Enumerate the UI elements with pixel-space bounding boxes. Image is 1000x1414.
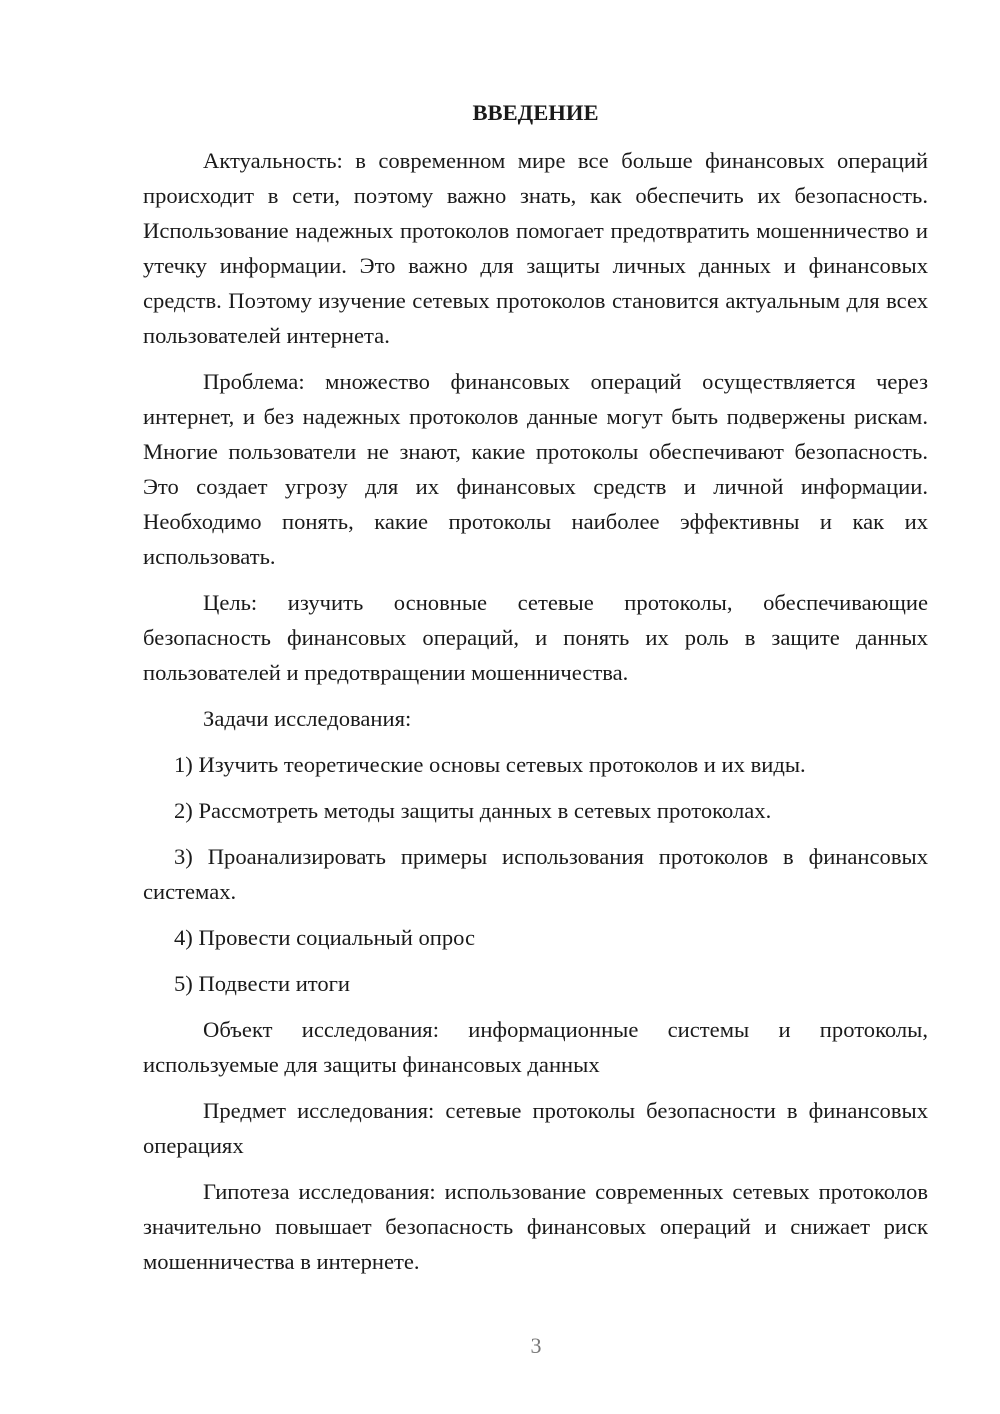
goal-paragraph: Цель: изучить основные сетевые протоколы, обеспечивающие безопасность финансовых операций, и понять их роль в защите данных пользователей и предотвращении мошенничества. (143, 590, 928, 685)
problem-paragraph: Проблема: множество финансовых операций осуществляется через интернет, и без надежных протоколов данные могут быть подвержены рискам. Многие пользователи не знают, какие протоколы обеспечивают безопасность. Это создает угрозу для их финансовых средств и личной информации. Необходимо понять, какие протоколы наиболее эффективны и как их использовать. (143, 369, 928, 569)
page-title: ВВЕДЕНИЕ (472, 100, 599, 125)
relevance-paragraph: Актуальность: в современном мире все больше финансовых операций происходит в сети, поэтому важно знать, как обеспечить их безопасность. Использование надежных протоколов помогает предотвратить мошенничество и утечку информации. Это важно для защиты личных данных и финансовых средств. Поэтому изучение сетевых протоколов становится актуальным для всех пользователей интернета. (143, 148, 928, 348)
task-item-3: 3) Проанализировать примеры использования протоколов в финансовых системах. (143, 844, 928, 904)
task-item-2: 2) Рассмотреть методы защиты данных в сетевых протоколах. (174, 798, 772, 823)
tasks-list (143, 747, 928, 1001)
task-item-1: 1) Изучить теоретические основы сетевых протоколов и их виды. (174, 752, 806, 777)
task-item-4: 4) Провести социальный опрос (174, 925, 476, 950)
subject-paragraph: Предмет исследования: сетевые протоколы безопасности в финансовых операциях (143, 1098, 928, 1158)
page-number: 3 (530, 1333, 542, 1358)
hypothesis-paragraph: Гипотеза исследования: использование современных сетевых протоколов значительно повышает безопасность финансовых операций и снижает риск мошенничества в интернете. (143, 1179, 928, 1274)
tasks-heading: Задачи исследования: (203, 706, 412, 731)
object-paragraph: Объект исследования: информационные системы и протоколы, используемые для защиты финансовых данных (143, 1017, 928, 1077)
task-item-5: 5) Подвести итоги (174, 971, 351, 996)
document-page (143, 95, 928, 1279)
